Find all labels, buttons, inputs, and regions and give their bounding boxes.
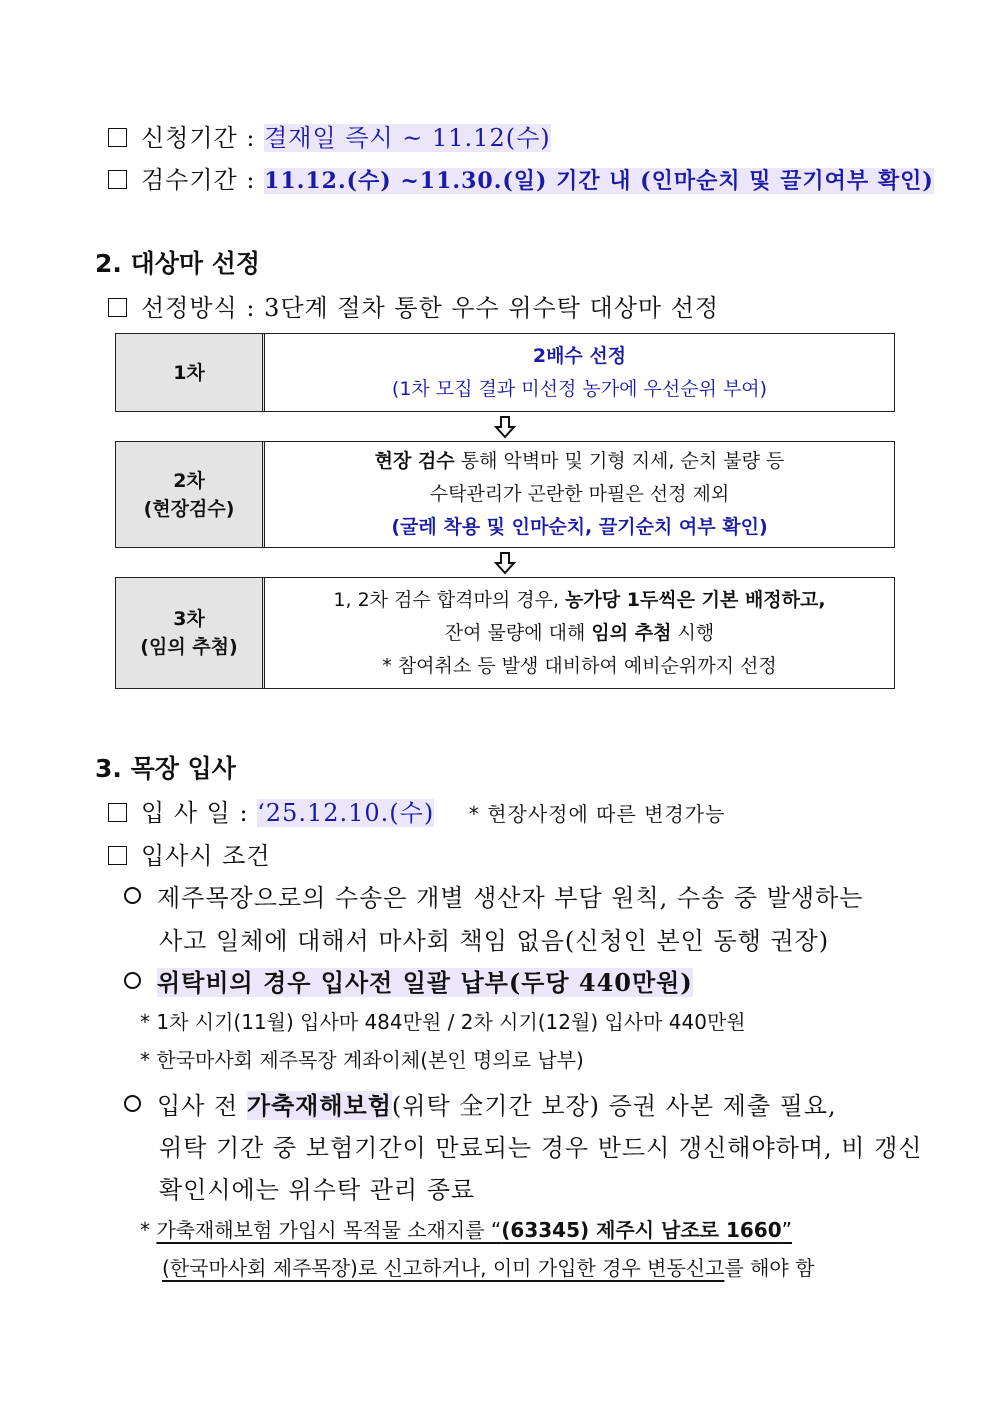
- condition-3-line-3: 확인시에는 위수탁 관리 종료: [159, 1176, 476, 1204]
- condition-3-note-d: ”: [781, 1218, 792, 1242]
- entry-date-value: ‘25.12.10.(수): [257, 799, 435, 827]
- condition-3-text-b: 가축재해보험: [246, 1091, 392, 1120]
- step-2-label-2: (현장검수): [143, 497, 235, 520]
- section-3-title: 3. 목장 입사: [95, 754, 236, 783]
- condition-3-note-line-2: [162, 1252, 814, 1281]
- checkbox-square-icon: [108, 128, 127, 147]
- inspect-period-value: 11.12.(수) ~11.30.(일) 기간 내 (인마순치 및 끌기여부 확인): [264, 168, 934, 194]
- step-2-line-1: [375, 445, 785, 478]
- step-3-line-1-b: 농가당 1두씩은 기본 배정하고,: [565, 588, 826, 611]
- condition-3-note-b: 가축재해보험 가입시 목적물 소재지를 “: [156, 1218, 502, 1242]
- apply-period-line: [108, 118, 551, 153]
- step-3-row: [115, 577, 895, 689]
- step-2-label-1: 2차: [173, 469, 205, 492]
- entry-date-note: * 현장사정에 따른 변경가능: [468, 802, 726, 826]
- condition-3-note-line-2-a: (한국마사회 제주목장)로 신고하거나, 이미 가입한 경우 변동신고: [162, 1256, 725, 1280]
- step-3-line-2-a: 잔여 물량에 대해: [444, 621, 592, 644]
- step-2-label: [116, 442, 265, 547]
- step-2-line-1-bold: 현장 검수: [374, 450, 455, 472]
- step-3-label-2: (임의 추첨): [140, 636, 238, 658]
- condition-3-line-2: 위탁 기간 중 보험기간이 만료되는 경우 반드시 갱신해야하며, 비 갱신: [159, 1134, 923, 1162]
- section-2-title: 2. 대상마 선정: [95, 249, 261, 278]
- entry-date-line: [108, 793, 725, 828]
- step-2-line-1-rest: 통해 악벽마 및 기형 지세, 순치 불량 등: [454, 450, 785, 472]
- entry-date-label: 입 사 일 :: [141, 799, 249, 827]
- step-3-line-2-c: 시행: [671, 621, 715, 644]
- condition-1-text-1: 제주목장으로의 수송은 개별 생산자 부담 원칙, 수송 중 발생하는: [157, 884, 864, 912]
- condition-3-note-address: (63345) 제주시 남조로 1660: [501, 1218, 782, 1242]
- entry-conditions-line: [108, 836, 271, 871]
- step-3-label: [116, 578, 265, 688]
- down-arrow-icon: [493, 415, 517, 439]
- checkbox-square-icon: [108, 298, 127, 317]
- condition-3-text-a: 입사 전: [157, 1092, 247, 1120]
- condition-2-note-1: * 1차 시기(11월) 입사마 484만원 / 2차 시기(12월) 입사마 440만원: [140, 1010, 746, 1034]
- entry-conditions-title: 입사시 조건: [141, 842, 271, 870]
- condition-2-note-2: * 한국마사회 제주목장 계좌이체(본인 명의로 납부): [140, 1048, 584, 1072]
- down-arrow-icon: [493, 551, 517, 575]
- condition-1-line-1: [124, 878, 863, 913]
- step-1-line-2: (1차 모집 결과 미선정 농가에 우선순위 부여): [391, 377, 768, 400]
- condition-3-text-c: (위탁 全기간 보장) 증권 사본 제출 필요,: [391, 1092, 837, 1120]
- condition-2-text: 위탁비의 경우 입사전 일괄 납부(두당 440만원): [157, 968, 693, 997]
- apply-period-value: 결재일 즉시 ~ 11.12(수): [264, 124, 551, 152]
- step-3-line-3: * 참여취소 등 발생 대비하여 예비순위까지 선정: [382, 654, 777, 677]
- condition-3-line-1: [124, 1086, 837, 1121]
- condition-3-note-line-2-b: 를 해야 함: [724, 1256, 815, 1280]
- checkbox-square-icon: [108, 846, 127, 865]
- step-3-line-2-b: 임의 추첨: [591, 621, 672, 644]
- step-3-line-1-a: 1, 2차 검수 합격마의 경우,: [333, 588, 566, 611]
- step-2-line-2: 수탁관리가 곤란한 마필은 선정 제외: [429, 483, 730, 505]
- step-1-label: 1차: [116, 334, 265, 411]
- step-3-label-1: 3차: [173, 608, 205, 630]
- condition-3-note-bullet: *: [140, 1218, 157, 1242]
- step-3-line-2: [445, 617, 714, 650]
- step-2-row: [115, 441, 895, 548]
- step-1-line-1: 2배수 선정: [532, 344, 627, 367]
- checkbox-square-icon: [108, 803, 127, 822]
- apply-period-label: 신청기간 :: [141, 124, 256, 152]
- condition-2-line: [124, 963, 693, 998]
- bullet-circle-icon: [124, 1095, 141, 1112]
- inspect-period-label: 검수기간 :: [141, 166, 256, 194]
- step-3-line-1: [333, 584, 825, 617]
- checkbox-square-icon: [108, 170, 127, 189]
- selection-method-text: 선정방식 : 3단계 절차 통한 우수 위수탁 대상마 선정: [141, 294, 720, 322]
- inspect-period-line: [108, 160, 934, 195]
- step-2-line-3: (굴레 착용 및 인마순치, 끌기순치 여부 확인): [391, 516, 768, 538]
- condition-3-note-line-1: [140, 1214, 792, 1243]
- bullet-circle-icon: [124, 972, 141, 989]
- step-1-row: [115, 333, 895, 412]
- condition-1-line-2: 사고 일체에 대해서 마사회 책임 없음(신청인 본인 동행 권장): [159, 927, 830, 955]
- bullet-circle-icon: [124, 887, 141, 904]
- selection-method-line: [108, 288, 719, 323]
